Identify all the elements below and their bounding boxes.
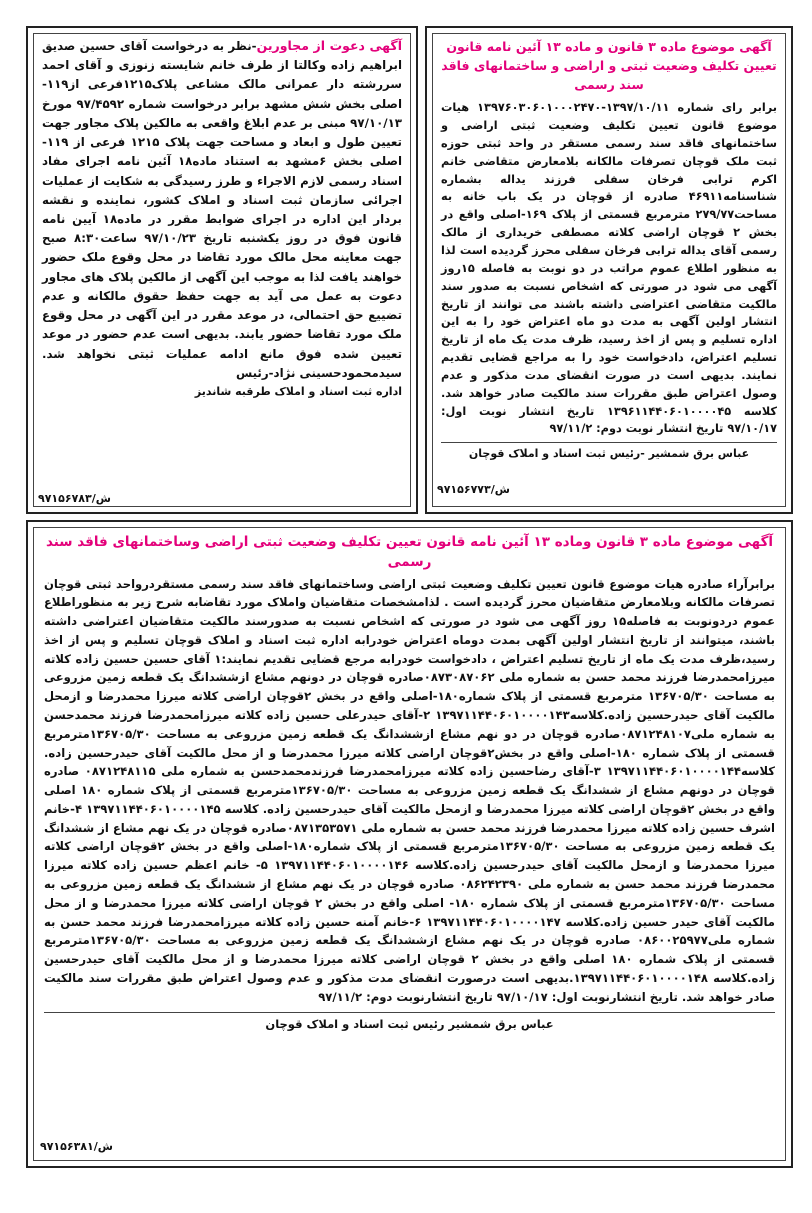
left-notice-title: آگهی دعوت از مجاورین [256, 38, 402, 53]
bottom-notice-title: آگهی موضوع ماده ۳ قانون وماده ۱۳ آئین نامه قانون تعیین تکلیف وضعیت ثبتی اراضی وساختمانهای فاقد سند رسمی [45, 534, 774, 571]
left-notice [26, 26, 418, 514]
right-notice-title: آگهی موضوع ماده ۳ قانون و ماده ۱۳ آئین نامه قانون تعیین تکلیف وضعیت ثبتی و اراضی و ساختمانهای فاقد سند رسمی [441, 39, 777, 92]
bottom-notice-signature: عباس برق شمشیر رئیس ثبت اسناد و املاک قوچان [265, 1017, 554, 1032]
bottom-notice-body: برابرآراء صادره هیات موضوع قانون تعیین تکلیف وضعیت ثبتی اراضی وساختمانهای فاقد سند رسمی مستقردرواحد ثبتی قوچان تصرفات مالکانه وبلامعارض متقاضیان محرز گردیده است . لذامشخصات متقاضیان واملاک مورد تقاضابه شرح زیر به منظوراطلاع عموم دردونوبت به فاصله۱۵ روز آگهی می شود در صورتی که اشخاص نسبت به صدورسند مالکیت متقاضیان اعتراضی داشته باشند، میتوانند از تاریخ انتشار اولین آگهی بمدت دوماه اعتراض خودرابه اداره ثبت اسناد و املاک قوچان تسلیم و پس از اخذ رسید،ظرف مدت یک ماه از تاریخ تسلیم اعتراض ، دادخواست خودرابه مرجع قضایی تقدیم نمایند:۱ آقای حسین حسین زاده کلاته میرزامحمدرضا فرزند محمد حسن به شماره ملی ۰۸۷۳۰۸۷۰۶۲صادره قوچان در دونهم مشاع ازششدانگ یک قطعه زمین مزروعی به مساحت ۱۳۶۷۰۵/۳۰ مترمربع قسمتی از پلاک شماره۱۸۰-اصلی واقع در بخش ۲قوچان اراضی کلاته میرزا محمدرضا و ازمحل مالکیت آقای حیدرحسین زاده.کلاسه۱۳۹۷۱۱۴۴۰۶۰۱۰۰۰۰۱۴۳ ۲-آقای حیدرعلی حسین زاده کلاته میرزامحمدرضا فرزند محمدحسن به شماره ملی۰۸۷۱۲۴۸۱۰۷صادره قوچان در دو نهم مشاع ازششدانگ یک قطعه زمین مزروعی به مساحت ۱۳۶۷۰۵/۳۰مترمربع قسمتی از پلاک شماره ۱۸۰-اصلی واقع در بخش۲قوچان اراضی کلاته میرزا محمدرضا و از محل مالکیت آقای حیدرحسین زاده. کلاسه۱۳۹۷۱۱۴۴۰۶۰۱۰۰۰۰۱۴۴ ۳-آقای رضاحسین زاده کلاته میرزامحمدرضا فرزندمحمدحسن به شماره ملی ۰۸۷۱۲۴۸۱۱۵ صادره قوچان در دونهم مشاع از ششدانگ یک قطعه زمین مزروعی به مساحت ۱۳۶۷۰۵/۳۰مترمربع قسمتی از پلاک شماره ۱۸۰ اصلی واقع در بخش ۲قوچان اراضی کلاته میرزا محمدرضا و ازمحل مالکیت آقای حیدرحسین زاده. کلاسه ۱۳۹۷۱۱۴۴۰۶۰۱۰۰۰۰۱۴۵ ۴-خانم اشرف حسین زاده کلاته میرزا محمدرضا فرزند محمد حسن به شماره ملی ۰۸۷۱۳۵۳۵۷۱صادره قوچان در یک نهم مشاع از ششدانگ یک قطعه زمین مزروعی به مساحت ۱۳۶۷۰۵/۳۰مترمربع قسمتی از پلاک شماره۱۸۰-اصلی واقع در بخش ۲قوچان اراضی کلاته میرزا محمدرضا و ازمحل مالکیت آقای حیدرحسین زاده.کلاسه ۱۳۹۷۱۱۴۴۰۶۰۱۰۰۰۰۱۴۶ ۵- خانم اعظم حسین زاده کلاته میرزا محمدرضا فرزند محمد حسن به شماره ملی ۰۸۶۲۴۲۳۹۰ صادره قوچان در یک نهم مشاع از ششدانگ یک قطعه زمین مزروعی به مساحت ۱۳۶۷۰۵/۳۰مترمربع قسمتی از پلاک شماره ۱۸۰- اصلی واقع در بخش ۲ قوچان اراضی کلاته میرزا محمدرضا و از محل مالکیت آقای حیدر حسین زاده.کلاسه ۱۳۹۷۱۱۴۴۰۶۰۱۰۰۰۰۱۴۷ ۶-خانم آمنه حسین زاده کلاته میرزامحمدرضا فرزند محمد حسن به شماره ملی۰۸۶۰۰۲۵۹۷۷ صادره قوچان در یک نهم مشاع ازششدانگ یک قطعه زمین مزروعی به مساحت ۱۳۶۷۰۵/۳۰مترمربع قسمتی از پلاک شماره ۱۸۰ اصلی واقع در بخش ۲ قوچان اراضی کلاته میرزا محمدرضا و از محل مالکیت آقای حیدرحسین زاده.کلاسه ۱۳۹۷۱۱۴۴۰۶۰۱۰۰۰۰۱۴۸.بدیهی است درصورت انقضای مدت مذکور و عدم وصول اعتراض طبق مقررات سند مالکیت صادر خواهد شد. تاریخ انتشارنوبت اول: ۹۷/۱۰/۱۷ تاریخ انتشارنوبت دوم: ۹۷/۱۱/۲ [44, 576, 776, 1004]
left-notice-body: -نظر به درخواست آقای حسین صدیق ابراهیم زاده وکالتا از طرف خانم شایسته زنوزی و آقای احمد سررشته دار عمرانی مالک مشاعی پلاک۱۲۱۵فرعی از۱۱۹- اصلی بخش شش مشهد برابر درخواست شماره ۹۷/۴۵۹۲ مورخ ۹۷/۱۰/۱۳ مبنی بر عدم ابلاغ واقعی به مالکین پلاک مجاور جهت تعیین طول و ابعاد و مساحت جهت پلاک ۱۲۱۵ فرعی از ۱۱۹-اصلی بخش ۶مشهد به استناد ماده۱۸ آئین نامه اجرای مفاد اسناد رسمی لازم الاجراء و طرز رسیدگی به شکایت از عملیات اجرائی سازمان ثبت اسناد و املاک کشور، نماینده و نقشه بردار این اداره در اجرای ضوابط مقرر در ماده۱۸ آیین نامه قانون فوق در روز یکشنبه تاریخ ۹۷/۱۰/۲۳ ساعت۸:۳۰ صبح جهت معاینه محل مالک مورد تقاضا در محل وقوع ملک حضور خواهند یافت لذا به موجب این آگهی از مالکین پلاک های مجاور دعوت به عمل می آید به جهت حفظ حقوق مالکانه و عدم تضییع حق احتمالی، در موعد مقرر در این آگهی در محل وقوع ملک مورد تقاضا حضور یابند. بدیهی است عدم حضور در موعد تعیین شده فوق مانع ادامه عملیات ثبتی نخواهد شد. [42, 39, 403, 361]
right-notice-divider [441, 442, 777, 443]
right-notice-signature: عباس برق شمشیر -رئیس ثبت اسناد و املاک قوچان [468, 447, 750, 461]
left-notice-signature: اداره ثبت اسناد و املاک طرقبه شاندیز [194, 384, 402, 398]
bottom-notice [26, 520, 793, 1168]
bottom-notice-code: ش/۹۷۱۵۶۳۸۱ [40, 1140, 113, 1153]
bottom-notice-divider [44, 1012, 775, 1013]
left-notice-signer: سیدمحمودحسینی نژاد-رئیس [235, 365, 402, 380]
right-notice [425, 26, 793, 514]
right-notice-body: برابر رای شماره ۱۳۹۷/۱۰/۱۱-۱۳۹۷۶۰۳۰۶۰۱۰۰۰۲۴۷۰ هیات موضوع قانون تعیین تکلیف وضعیت ثبتی اراضی و ساختمانهای فاقد سند رسمی مستقر در واحد ثبتی حوزه ثبت ملک قوچان تصرفات مالکانه بلامعارض متقاضی خانم اکرم ترابی فرخان سفلی فرزند یداله بشماره شناسنامه۴۶۹۱۱ صادره از قوچان در یک باب خانه به مساحت۲۷۹/۷۷ مترمربع قسمتی از پلاک ۱۶۹-اصلی واقع در بخش ۲ قوچان اراضی کلاته مصطفی خریداری از مالک رسمی آقای یداله ترابی فرخان سفلی محرز گردیده است لذا به منظور اطلاع عموم مراتب در دو نوبت به فاصله ۱۵روز آگهی می شود در صورتی که اشخاص نسبت به صدور سند مالکیت متقاضی اعتراضی داشته باشند می توانند از تاریخ انتشار اولین آگهی به مدت دو ماه اعتراض خود را به این اداره تسلیم و پس از اخذ رسید، ظرف مدت یک ماه از تاریخ تسلیم اعتراض، دادخواست خود را به مراجع قضایی تقدیم نمایند. بدیهی است در صورت انقضای مدت مذکور و عدم وصول اعتراض طبق مقررات سند مالکیت صادر خواهد شد. کلاسه ۱۳۹۶۱۱۴۴۰۶۰۱۰۰۰۰۴۵ تاریخ انتشار نوبت اول: ۹۷/۱۰/۱۷ تاریخ انتشار نوبت دوم: ۹۷/۱۱/۲ [441, 101, 777, 436]
right-notice-code: ش/۹۷۱۵۶۷۷۳ [437, 483, 510, 496]
left-notice-code: ش/۹۷۱۵۶۷۸۳ [38, 492, 111, 505]
